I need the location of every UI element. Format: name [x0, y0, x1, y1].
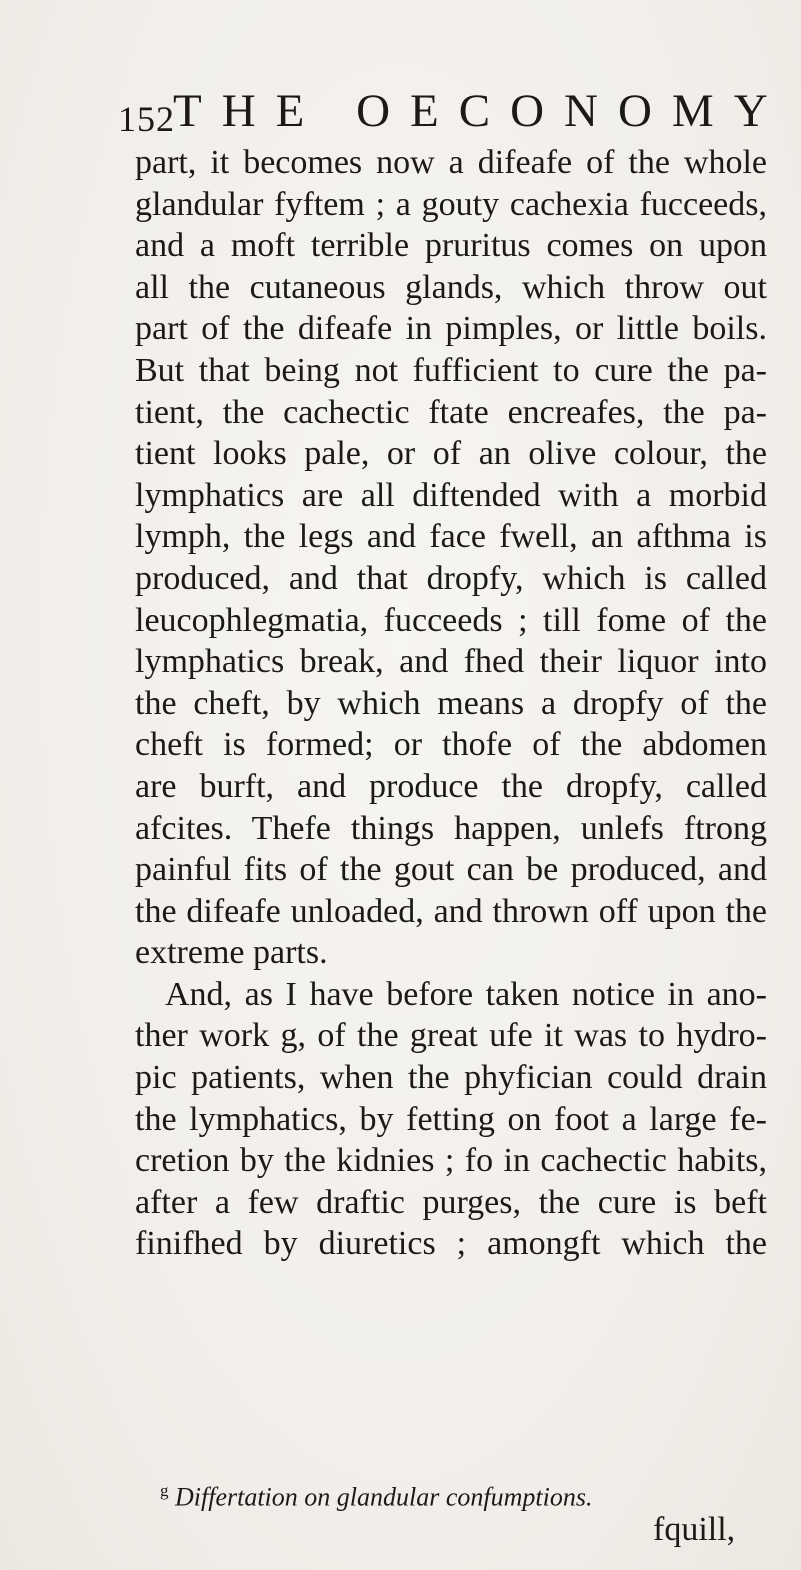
text-line: the lymphatics, by fetting on foot a large fe-	[135, 1100, 767, 1138]
text-line: the difeafe unloaded, and thrown off upon the	[135, 892, 767, 930]
text-line: cheft is formed; or thofe of the abdomen	[135, 726, 767, 764]
text-line: finifhed by diuretics ; amongft which the	[135, 1225, 767, 1263]
text-line: and a moft terrible pruritus comes on upon	[135, 227, 767, 265]
footnote-text: Differtation on glandular confumptions.	[175, 1482, 593, 1512]
text-line: leucophlegmatia, fucceeds ; till fome of the	[135, 601, 767, 639]
text-line: lymphatics are all diftended with a morbid	[135, 476, 767, 514]
text-line: part of the difeafe in pimples, or little boils.	[135, 310, 767, 348]
page-number: 152	[118, 99, 175, 139]
text-line: tient looks pale, or of an olive colour, the	[135, 435, 767, 473]
text-line: are burft, and produce the dropfy, called	[135, 767, 767, 805]
text-line: ther work g, of the great ufe it was to hydro-	[135, 1017, 767, 1055]
text-line: part, it becomes now a difeafe of the whole	[135, 144, 767, 181]
text-line: produced, and that dropfy, which is called	[135, 559, 767, 597]
footnote-marker: g	[160, 1481, 169, 1500]
text-line: glandular fyftem ; a gouty cachexia fucceeds,	[135, 185, 767, 223]
page-header	[118, 82, 788, 146]
text-line: lymph, the legs and face fwell, an afthma is	[135, 518, 767, 556]
text-line: pic patients, when the phyfician could drain	[135, 1059, 767, 1097]
text-line: all the cutaneous glands, which throw out	[135, 268, 767, 306]
body-text	[135, 142, 767, 1265]
text-line: lymphatics break, and fhed their liquor into	[135, 643, 767, 681]
text-line: painful fits of the gout can be produced, and	[135, 851, 767, 889]
footnote	[160, 1474, 760, 1512]
text-line: extreme parts.	[135, 934, 328, 972]
text-line: the cheft, by which means a dropfy of the	[135, 684, 767, 722]
text-line: But that being not fufficient to cure the pa-	[135, 351, 767, 389]
text-line: after a few draftic purges, the cure is beft	[135, 1183, 767, 1221]
text-line: cretion by the kidnies ; fo in cachectic habits,	[135, 1142, 767, 1180]
text-line: And, as I have before taken notice in ano-	[165, 975, 767, 1013]
running-head: THE OECONOMY	[173, 85, 788, 137]
catchword: fquill,	[653, 1511, 736, 1548]
text-line: afcites. Thefe things happen, unlefs ftrong	[135, 809, 767, 847]
text-line: tient, the cachectic ftate encreafes, the pa-	[135, 393, 767, 431]
